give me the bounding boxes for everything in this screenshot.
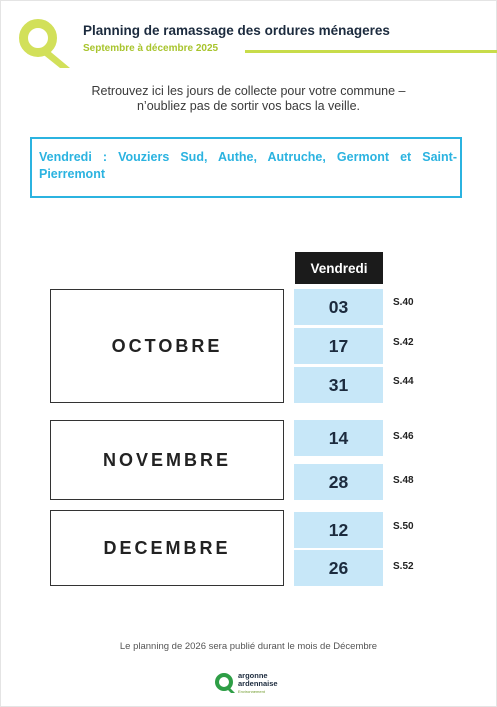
page-title: Planning de ramassage des ordures ménageres — [83, 23, 390, 38]
week-label: S.48 — [393, 475, 414, 486]
date-cell: 12 — [294, 512, 383, 548]
month-october: OCTOBRE — [50, 289, 284, 403]
week-label: S.52 — [393, 561, 414, 572]
month-november: NOVEMBRE — [50, 420, 284, 500]
date-cell: 17 — [294, 328, 383, 364]
month-december: DECEMBRE — [50, 510, 284, 586]
week-label: S.40 — [393, 297, 414, 308]
brand-logo-icon — [18, 18, 76, 68]
intro-line-1: Retrouvez ici les jours de collecte pour votre commune – — [91, 84, 406, 98]
date-cell: 26 — [294, 550, 383, 586]
week-label: S.44 — [393, 376, 414, 387]
communes-text: Vendredi : Vouziers Sud, Authe, Autruche, Germont et Saint-Pierremont — [39, 150, 457, 181]
week-label: S.46 — [393, 431, 414, 442]
week-label: S.50 — [393, 521, 414, 532]
footer-logo — [213, 671, 293, 699]
week-label: S.42 — [393, 337, 414, 348]
company-logo-icon — [213, 671, 237, 695]
communes-box — [30, 137, 462, 198]
subtitle-divider — [245, 50, 497, 53]
footer-brand-line-3: Environnement — [238, 689, 265, 694]
intro-line-2: n’oubliez pas de sortir vos bacs la veille. — [136, 99, 361, 113]
page-subtitle: Septembre à décembre 2025 — [83, 43, 219, 54]
footer-note: Le planning de 2026 sera publié durant le mois de Décembre — [119, 641, 378, 652]
footer-brand-line-2: ardennaise — [238, 679, 278, 688]
intro-text — [0, 84, 497, 114]
date-cell: 31 — [294, 367, 383, 403]
date-cell: 03 — [294, 289, 383, 325]
date-cell: 28 — [294, 464, 383, 500]
day-column-header: Vendredi — [295, 252, 383, 284]
date-cell: 14 — [294, 420, 383, 456]
footer-brand-line-1: argonne — [238, 671, 268, 680]
